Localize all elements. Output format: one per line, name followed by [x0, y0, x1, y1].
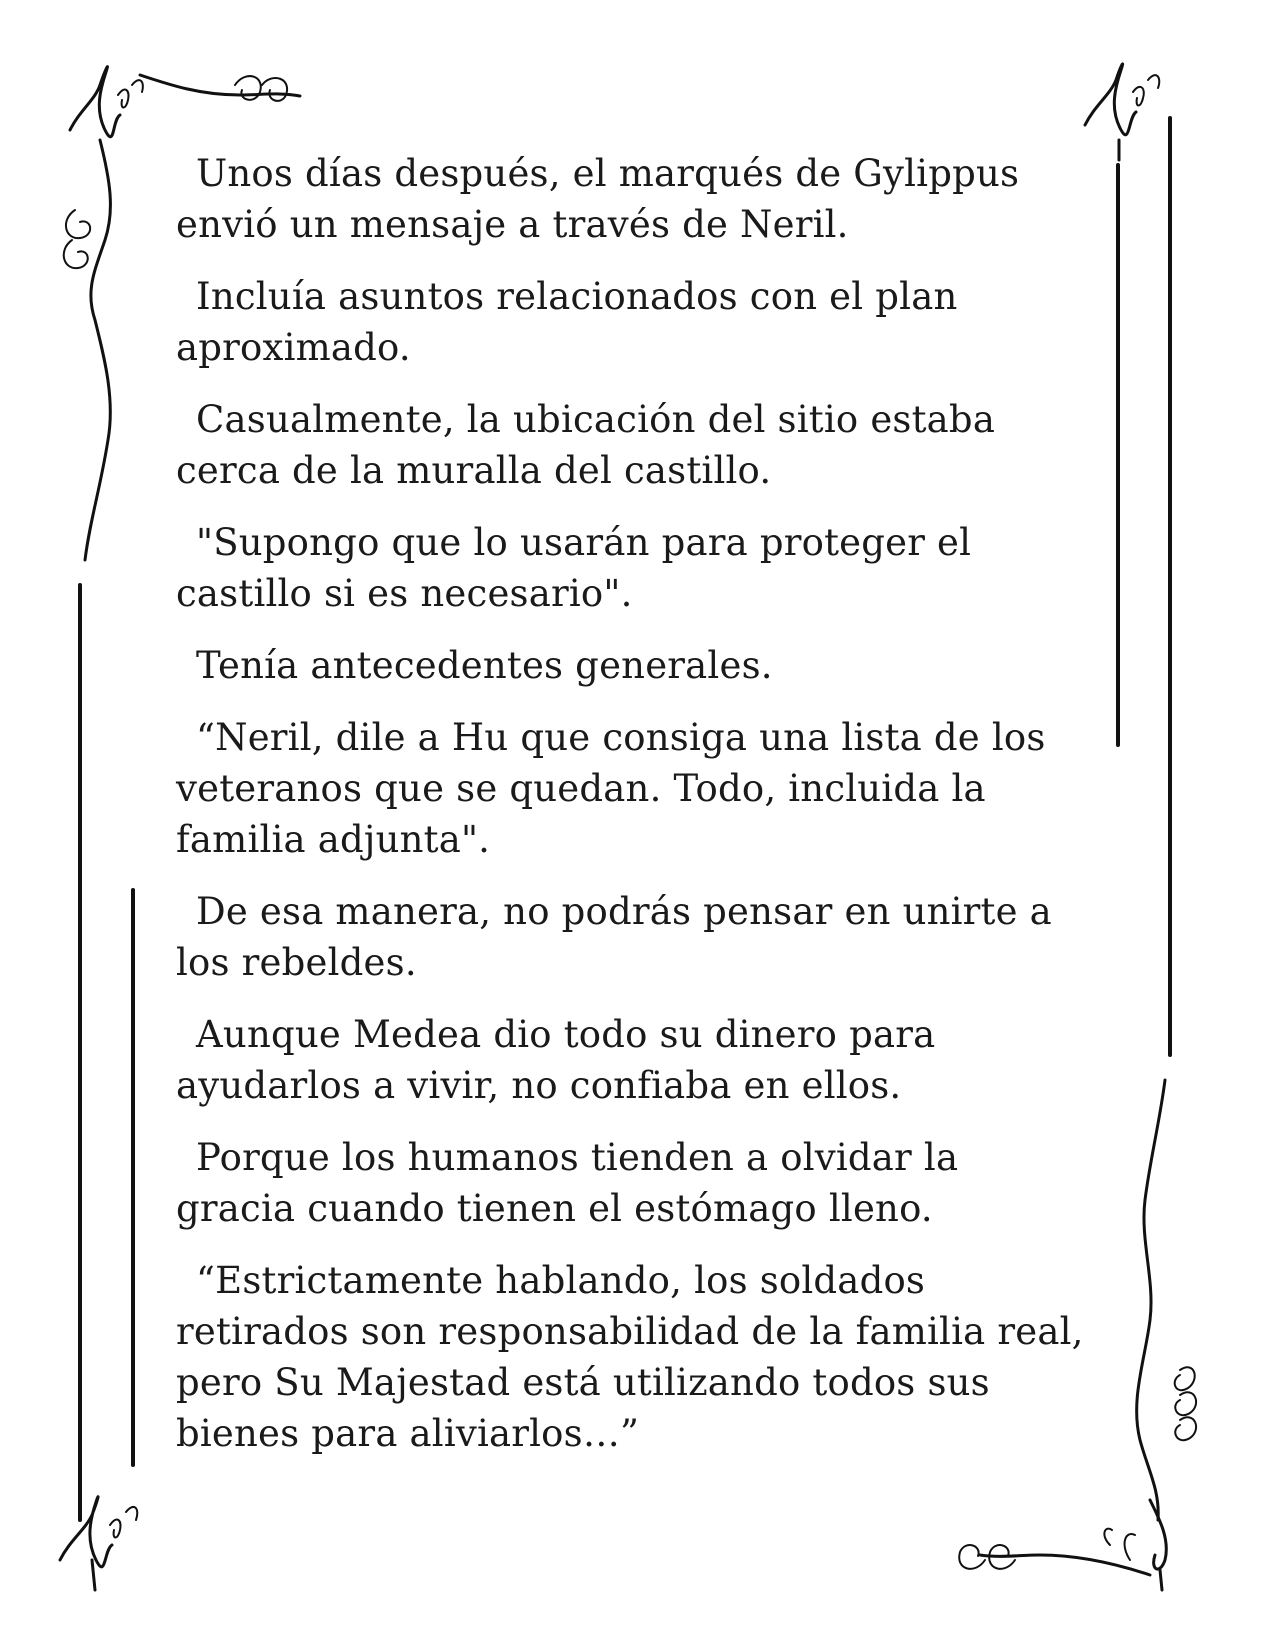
paragraph [176, 1132, 1106, 1234]
text-line: castillo si es necesario". [176, 572, 633, 615]
text-line: Aunque Medea dio todo su dinero para [196, 1013, 936, 1056]
text-line: "Supongo que lo usarán para proteger el [196, 521, 972, 564]
text-line: Porque los humanos tienden a olvidar la [196, 1136, 959, 1179]
text-line: “Neril, dile a Hu que consiga una lista de los [196, 716, 1046, 759]
text-line: gracia cuando tienen el estómago lleno. [176, 1187, 933, 1230]
paragraph [176, 148, 1106, 250]
paragraph [176, 517, 1106, 619]
text-line: cerca de la muralla del castillo. [176, 449, 772, 492]
text-line: bienes para aliviarlos…” [176, 1412, 640, 1455]
paragraph [176, 886, 1106, 988]
text-line: “Estrictamente hablando, los soldados [196, 1259, 926, 1302]
paragraph [176, 1255, 1106, 1459]
text-line: envió un mensaje a través de Neril. [176, 203, 849, 246]
text-line: los rebeldes. [176, 941, 417, 984]
paragraph [176, 712, 1106, 865]
paragraph [176, 271, 1106, 373]
text-line: aproximado. [176, 326, 411, 369]
bottom-left-flourish [60, 1497, 137, 1590]
paragraph [176, 1009, 1106, 1111]
text-line: Casualmente, la ubicación del sitio estaba [196, 398, 996, 441]
text-line: Tenía antecedentes generales. [196, 644, 773, 687]
text-line: retirados son responsabilidad de la familia real, [176, 1310, 1084, 1353]
text-line: Incluía asuntos relacionados con el plan [196, 275, 958, 318]
text-line: familia adjunta". [176, 818, 491, 861]
body-text [176, 148, 1106, 1480]
text-line: veteranos que se quedan. Todo, incluida la [176, 767, 986, 810]
text-line: pero Su Majestad está utilizando todos sus [176, 1361, 990, 1404]
text-line: Unos días después, el marqués de Gylippus [196, 152, 1020, 195]
text-line: De esa manera, no podrás pensar en unirte a [196, 890, 1052, 933]
paragraph [176, 640, 1106, 691]
paragraph [176, 394, 1106, 496]
text-line: ayudarlos a vivir, no confiaba en ellos. [176, 1064, 902, 1107]
top-right-flourish [1085, 64, 1159, 160]
